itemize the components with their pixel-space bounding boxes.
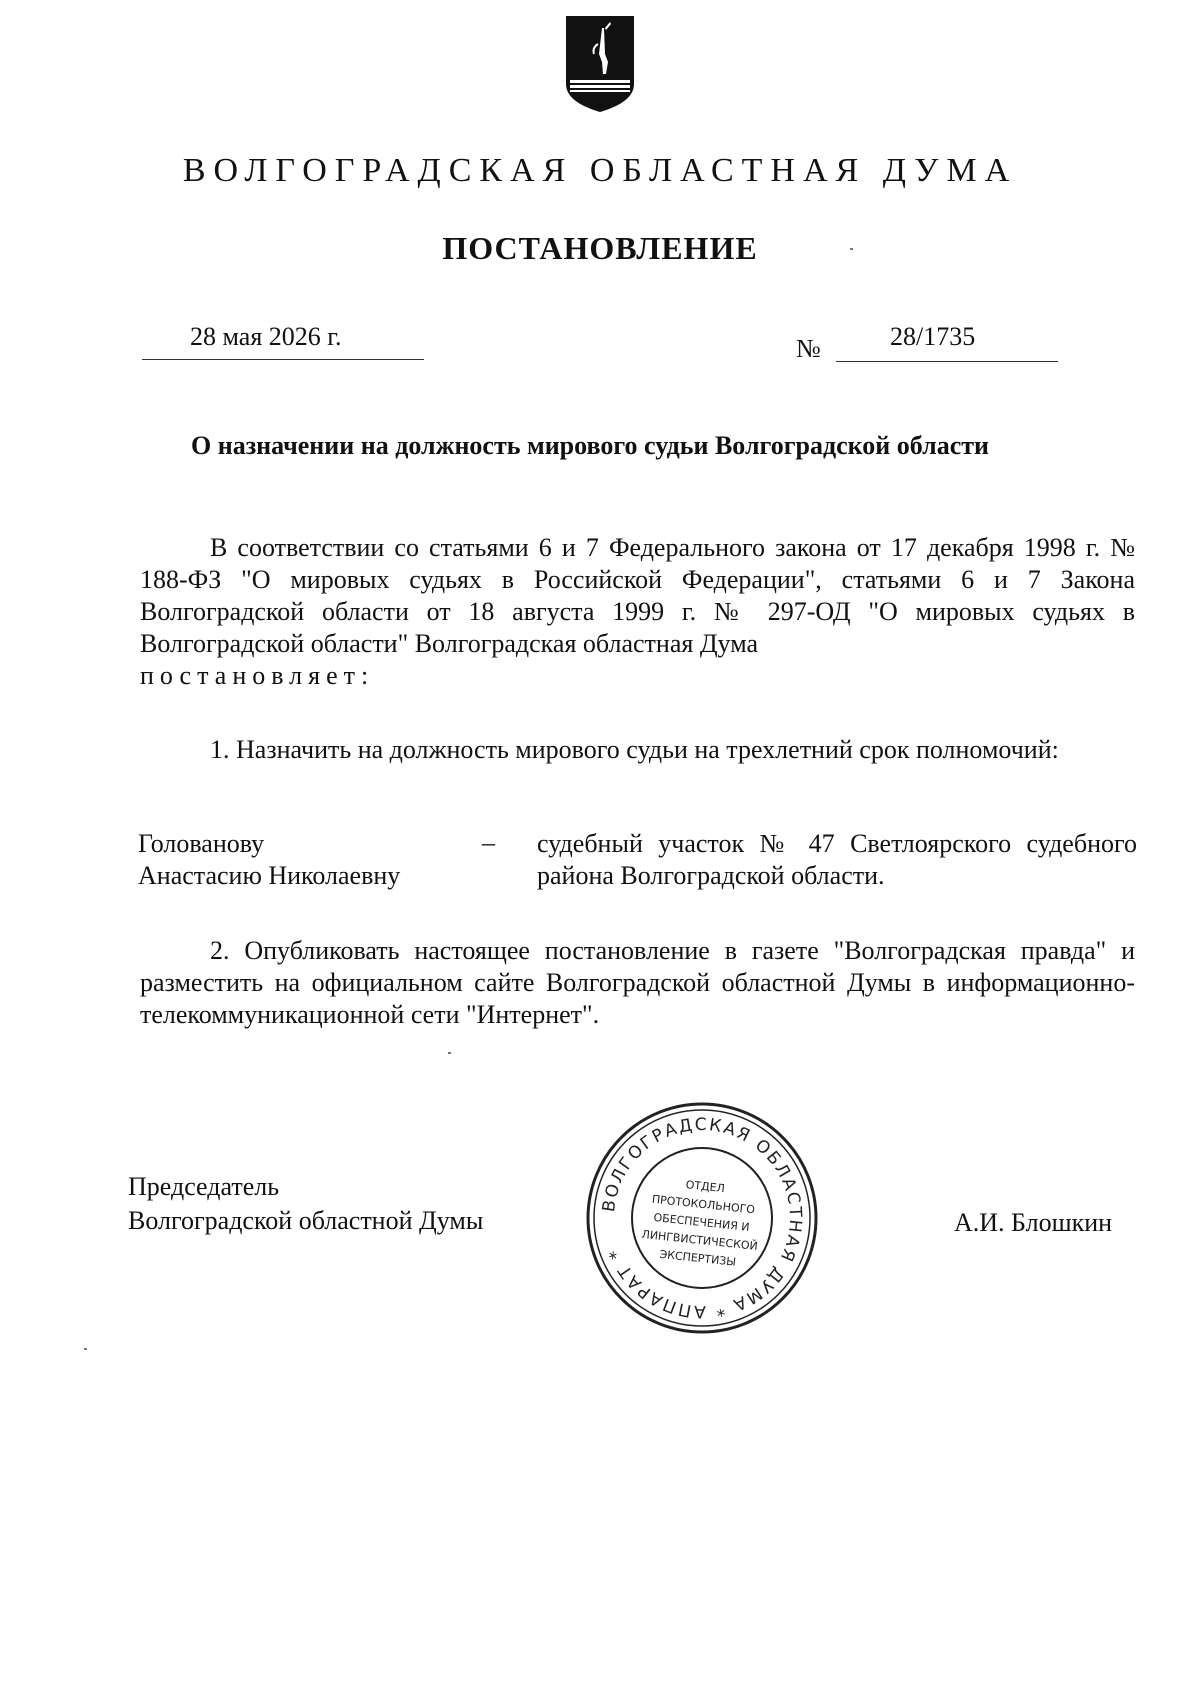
judicial-district: судебный участок № 47 Светлоярского судебного района Волгоградской области. (537, 829, 1137, 890)
stamp-center-line-2: ПРОТОКОЛЬНОГО (651, 1192, 756, 1217)
signatory-title-line-2: Волгоградской областной Думы (128, 1206, 484, 1235)
scan-speck (84, 1348, 87, 1350)
item-2-paragraph: 2. Опубликовать настоящее постановление в газете "Волгоградская правда" и разместить на официальном сайте Волгоградской областной Думы в информационно-телекоммуникационной сети "Интернет". (140, 936, 1135, 1029)
coat-of-arms-emblem (562, 14, 638, 114)
signatory-title-line-1: Председатель (128, 1172, 280, 1201)
preamble-paragraph (140, 532, 1135, 692)
stamp-ring-text: ВОЛГОГРАДСКАЯ ОБЛАСТНАЯ ДУМА * АППАРАТ * (599, 1114, 806, 1322)
stamp-center-line-3: ОБЕСПЕЧЕНИЯ И (652, 1210, 751, 1234)
appointment-dash: – (482, 828, 495, 857)
coat-of-arms-icon (562, 14, 638, 114)
organization-name: ВОЛГОГРАДСКАЯ ОБЛАСТНАЯ ДУМА (182, 152, 1018, 189)
official-stamp (582, 1098, 822, 1338)
item-1-paragraph: 1. Назначить на должность мирового судьи на трехлетний срок полномочий: (210, 735, 1059, 764)
number-sign: № (796, 334, 821, 363)
document-subject-row (0, 431, 1200, 461)
scan-speck (850, 248, 853, 250)
document-number: 28/1735 (890, 322, 976, 351)
document-date-field (142, 322, 424, 360)
stamp-seal-icon (582, 1098, 822, 1338)
stamp-center-line-4: ЛИНГВИСТИЧЕСКОЙ (640, 1227, 759, 1253)
preamble-text: В соответствии со статьями 6 и 7 Федерального закона от 17 декабря 1998 г. № 188-ФЗ "О мировых судьях в Российской Федерации", статьями 6 и 7 Закона Волгоградской области от 18 августа 1999 г. № 297-ОД "О мировых судьях в Волгоградской области" Волгоградская областная Дума (140, 533, 1135, 658)
signatory-name: А.И. Блошкин (954, 1208, 1113, 1237)
document-subject: О назначении на должность мирового судьи Волгоградской области (190, 431, 990, 460)
document-number-field (836, 322, 1058, 362)
appointee-given-names: Анастасию Николаевну (138, 861, 401, 890)
stamp-center-line-5: ЭКСПЕРТИЗЫ (658, 1247, 737, 1269)
document-type: ПОСТАНОВЛЕНИЕ (442, 230, 758, 266)
document-date: 28 мая 2026 г. (190, 322, 342, 351)
decides-text: постановляет: (140, 661, 375, 690)
signatory-title (128, 1170, 483, 1238)
appointee-surname: Голованову (138, 829, 265, 858)
appointee-name (138, 828, 458, 892)
scan-speck (448, 1052, 451, 1054)
stamp-center-line-1: ОТДЕЛ (685, 1178, 726, 1196)
